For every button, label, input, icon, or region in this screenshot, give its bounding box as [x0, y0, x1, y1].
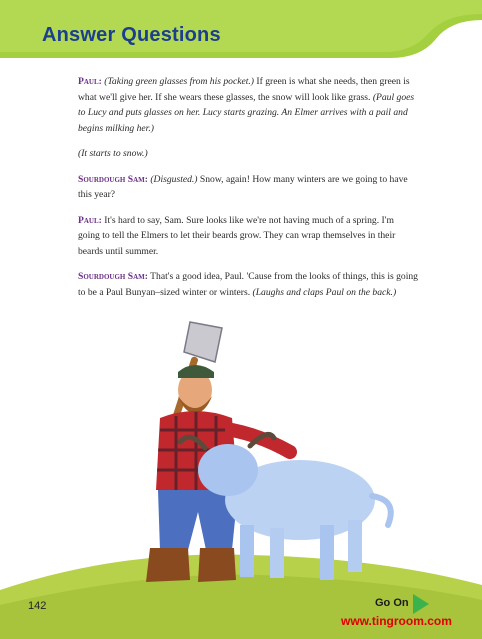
speaker-name: Paul:: [78, 214, 102, 226]
stage-direction: (It starts to snow.): [78, 148, 148, 159]
page-title: Answer Questions: [42, 24, 221, 46]
stage-direction: (Disgusted.): [150, 173, 198, 185]
stage-direction: (Taking green glasses from his pocket.): [104, 76, 255, 87]
dialogue-text: That's a good idea, Paul. 'Cause from the looks of things, this is going to be a Paul Bunyan–sized winter or winters.: [78, 271, 418, 298]
script-line: [78, 269, 418, 300]
arrow-right-icon[interactable]: [413, 594, 429, 614]
script-line: [78, 213, 418, 260]
script-line: [78, 146, 418, 162]
stage-direction: (Paul goes to Lucy and puts glasses on her. Lucy starts grazing. An Elmer arrives with a pail and begins milking her.): [78, 91, 415, 134]
speaker-name: Paul:: [78, 76, 102, 87]
stage-direction: (Laughs and claps Paul on the back.): [252, 286, 397, 298]
dialogue-text: Snow, again! How many winters are we going to have this year?: [78, 173, 408, 200]
watermark: www.tingroom.com: [341, 614, 452, 628]
speaker-name: Sourdough Sam:: [78, 173, 148, 185]
script-line: [78, 74, 418, 136]
play-script: [78, 74, 418, 310]
lumberjack-and-ox-illustration: [0, 300, 482, 639]
script-line: [78, 172, 418, 203]
go-on-label[interactable]: Go On: [375, 597, 409, 609]
speaker-name: Sourdough Sam:: [78, 271, 148, 282]
dialogue-text: If green is what she needs, then green is what we'll give her. If she wears these glasses, the snow will look like grass.: [78, 76, 410, 103]
page-number: 142: [28, 600, 47, 612]
dialogue-text: It's hard to say, Sam. Sure looks like we're not having much of a spring. I'm going to tell the Elmers to let their beards grow. They can wrap themselves in their beards until summer.: [78, 214, 396, 257]
